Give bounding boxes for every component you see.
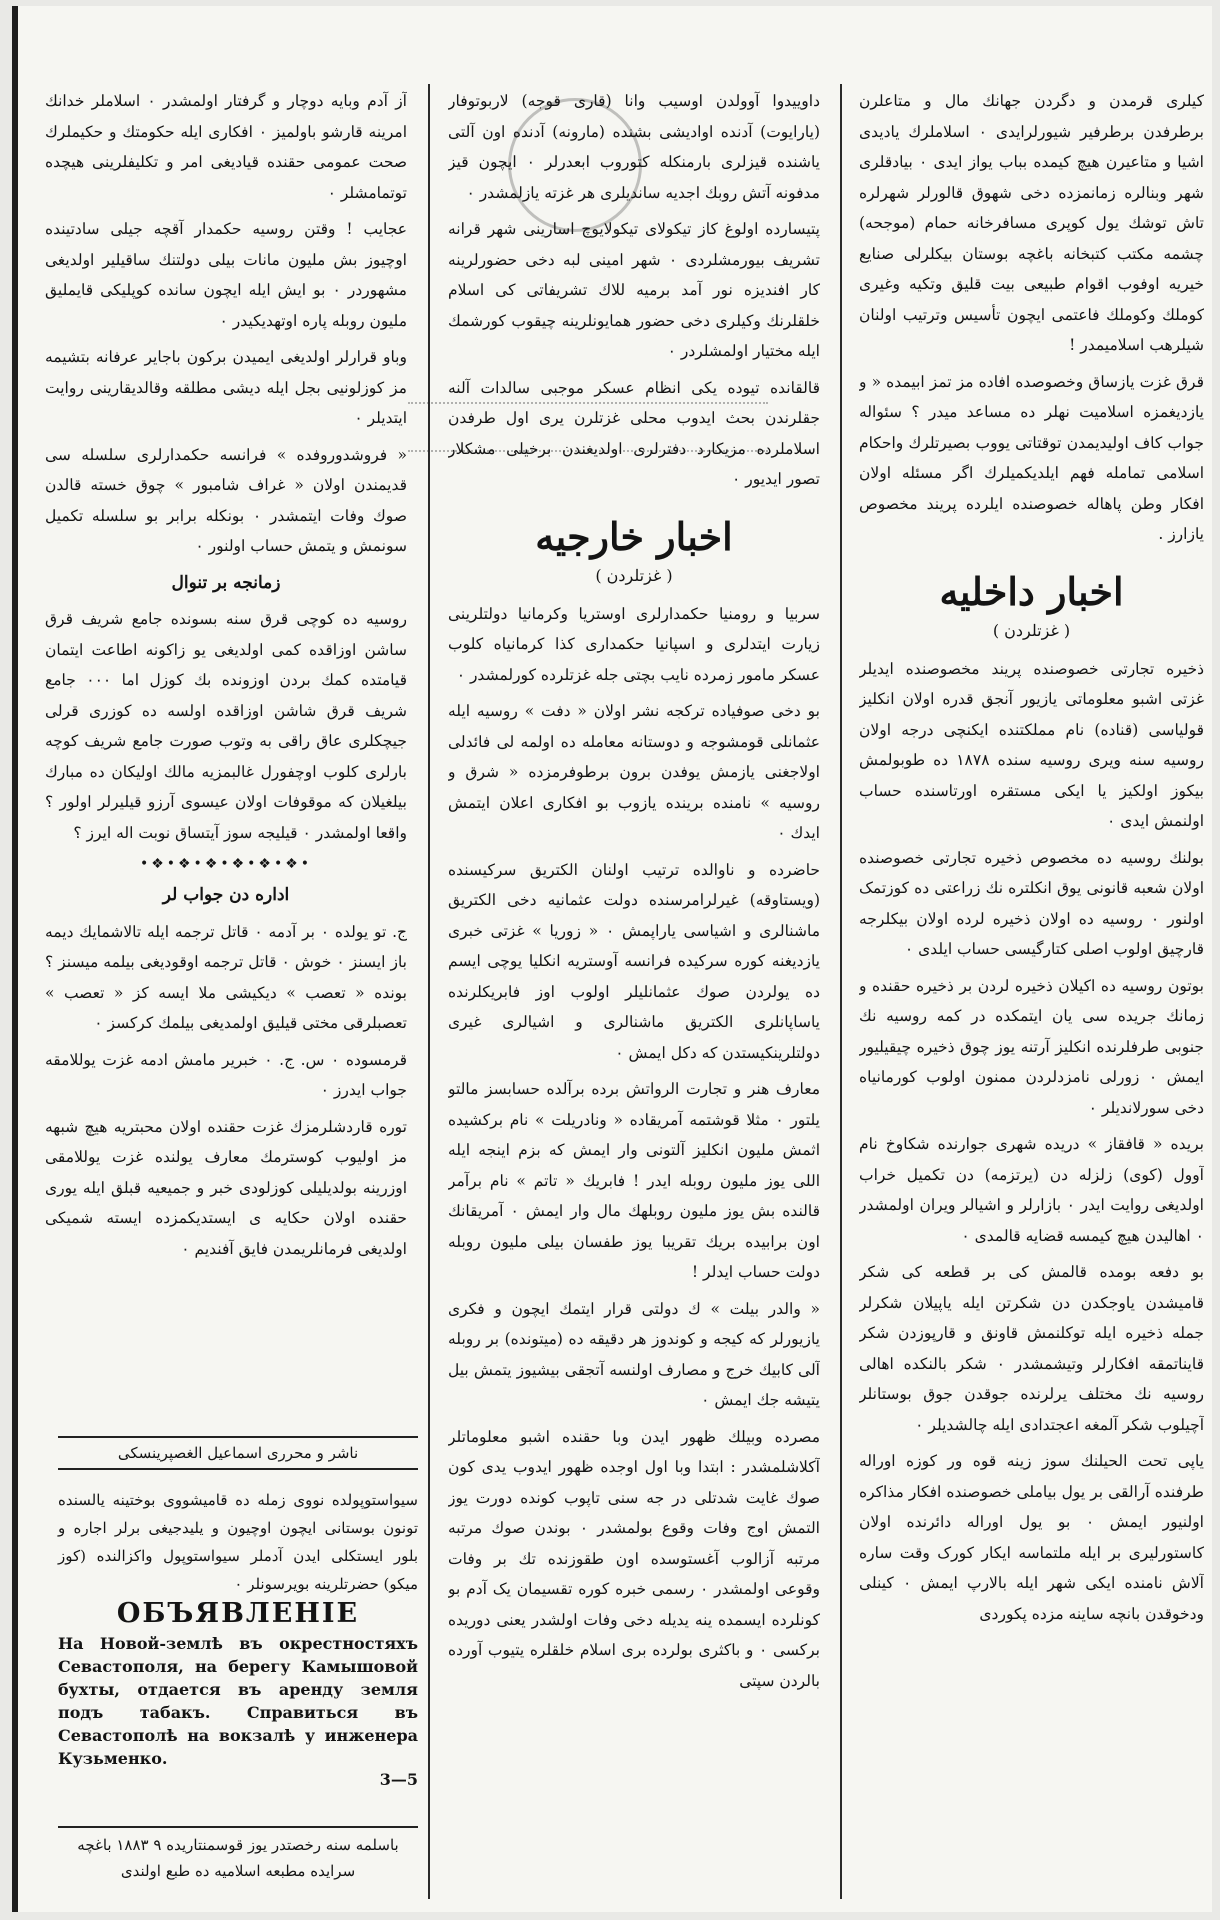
news-item: بو دفعه بومده قالمش کی بر قطعه کی شکر قامیشدن یاوجکدن دن شکرتن ایله یاپیلان شکرلر جمله ذخیره ایله توکلنمش قاونق و قارپوزدن شکر قایناتمقه افکارلر وتیشمشدر ۰ شکر بالنکده اهالی روسیه نك مختلف یرلرنده جوقدن جوق بوستانلر آچیلوب شکر آلمغه اعجتدادی ایله چالشدیلر ۰ xyxy=(859,1263,1204,1434)
domestic-news-source: ( غزتلردن ) xyxy=(992,620,1071,640)
reply-item: ج. تو یولده ۰ بر آدمه ۰ قاتل ترجمه ایله تالاشمایك دیمه باز ایسنز ۰ خوش ۰ قاتل ترجمه اوقودیغی بیلمه میسنز ؟ بونده « تعصب » دیکیشی ملا ایسه کز « تعصب » تعصبلرقی مختی قیلیق اولمدیغی بیلمك کرکسز ۰ xyxy=(45,922,407,1032)
paragraph: قالقانده تیوده یکی انظام عسکر موجبی سالدات آلنه جقلرندن بحث ایدوب محلی غزتلرن یری اول طرفدن اسلاملرده مزیکارد دفترلری اولدیغندن برخیلی مشکلار تصور ایدیور ۰ xyxy=(448,378,820,488)
news-item: بوتون روسیه ده اکیلان ذخیره لردن بر ذخیره حقنده و زمانك جریده سی یان ایتمکده در کمه روسیه نك جنوبی طرفلرنده انکلیز آرتنه یوز چوق ذخیره چیقیلیور ایمش ۰ زورلی نامزدلردن ممنون اولوب کورمانیاه دخی سورلاندیلر ۰ xyxy=(859,976,1204,1117)
news-item: ذخیره تجارتی خصوصنده پریند مخصوصنده ایدیلر غزتی اشبو معلوماتی یازیور آنجق قدره اولان انکلیز قولیاسی (قناده) نام مملکتنده ایکنچی درجه اولان روسیه سنه ویری روسیه سنده ۱۸۷۸ ده طوبولمش بیکوز اولکیز یا ایکی مستقره اورتاسنده حساب اولنمش ایدی ۰ xyxy=(859,659,1204,830)
right-column xyxy=(859,86,1204,1896)
left-column xyxy=(45,86,407,1481)
news-item: « والدر بیلت » ك دولتی قرار ایتمك ایچون و فکری یازیورلر که کیجه و کوندوز هر دقیقه ده (میتونده) بر روبله آلی کابیك خرج و مصارف اولنسه آتجقی بیشیوز یتمش بیل یتیشه جك ایمش ۰ xyxy=(448,1299,820,1409)
column-divider-right xyxy=(840,84,842,1899)
imprint-line: باسلمه سنه رخصتدر یوز قوسمنتاریده ۹ ۱۸۸۳ باغچه سرایده مطبعه اسلامیه ده طبع اولندی xyxy=(58,1826,418,1884)
column-divider-left xyxy=(428,84,430,1899)
section-subheading: زمانجه بر تنوال xyxy=(171,572,281,593)
paragraph: پتیسارده اولوغ کاز تیکولای تیکولایوچ اسارینی شهر قرانه تشریف بیورمشلردی ۰ شهر امینی لبه دخی حضورلرینه کار افندیزه نور آمد برمیه للاك تشریفاتی کی اسلام خلقلرنك وکیلری دخی حضور همایونلرینه چیقوب کورشمك ایله مختیار اولمشلردر ۰ xyxy=(448,220,820,360)
foreign-news-heading: اخبار خارجیه xyxy=(535,513,733,559)
advertisement-number: 3—5 xyxy=(379,1770,418,1789)
foreign-news-source: ( غزتلردن ) xyxy=(595,565,673,585)
news-item: یاپی تحت الحیلنك سوز زینه قوه ور کوزه اوراله طرفنده آرالقی بر یول بیاملی خصوصنده افکار مذاکره اولنیور ایمش ۰ بو یول اوراله دائرنده اولان کاستورلیری بر ایله ملتماسه ایکار کورک وقت ساره آلاش نامنده ایکی شهر ایله بالارپ ایمش ۰ کینلی ودخوقدن بانچه ساینه مزده پکوردی xyxy=(859,1452,1204,1623)
newspaper-page xyxy=(12,6,1212,1912)
news-item: حاضرده و ناوالده ترتیب اولنان الکتریق سرکیسنده (ویستاوقه) غیرلرامرسنده دولت عثمانیه دخی الکتریق ماشنالری و اشیاسی یاراپمش ۰ « زوریا » غزتی خبری یازدیغنه کوره سرکیده فرانسه آوستریه انکلیا یوچی ایسم ده یولردن صوك عثمانلیلر اولوب اوز فابریکلرنده یاساپانلری الکتریق ماشنالری و اشیالری غیری دولتلرینکیستدن که دکل ایمش ۰ xyxy=(448,860,820,1062)
news-item: معارف هنر و تجارت الرواتش برده برآلده حسابسز مالتو یلتور ۰ مثلا قوشتمه آمریقاده « ونادریلت » نام برکشیده اثمش ملیون انکلیز آلتونی وار ایمش که بزم اینجه ایله اللی یوز ملیون روبله ایدر ! فابریك « تاتم » نام برآمر قالنده بش یوز ملیون روبلهك مال وار ایمش ۰ آمریقانك اون برابیده بریك تقریبا یوز طفسان بیلی ملیون روبله دولت حساب ایدلر ! xyxy=(448,1080,820,1281)
domestic-news-heading: اخبار داخلیه xyxy=(939,568,1124,614)
paragraph: کیلری قرمدن و دگردن جهانك مال و متاعلرن برطرفدن برطرفیر شیورلرایدی ۰ اسلاملرك یادیدی اشیا و متاعیرن هیچ کیمده بباب یواز ایدی ۰ بیادقلری شهر وبنالره زمانمزده دخی شهوق قالورلر شهرلره تاش توشك یول کوپری مسافرخانه حمام (موجحه) چشمه مکتب کتبخانه باغچه بوستان بیکلرلی صنایع خیریه اوفوب اقوام طبیعی بیت قلیق وتکیه وغیری کوملك وکوملك فاعتمی ایچون تأسیس وترتیب اولنان شیلرهب اسلامیمدر ! xyxy=(859,92,1204,354)
tatar-advertisement: سیواستوپولده نووی زمله ده قامیشووی بوختینه یالسنده تونون بوستانی ایچون اوچیون و یلیدجیغی برلر اجاره و بلور ایستکلی ایدن آدملر سیواستوپول واکزالنده (کوز میکو) حضرتلرینه بویرسونلر ۰ xyxy=(58,1491,418,1593)
paragraph: روسیه ده کوچی قرق سنه بسونده جامع شریف قرق ساشن اوزاقده کمی اولدیغی یو زاکونه اطاعت ایتمان قیامتده کمك بردن اوزونده بك کوزل اما ۰۰۰ جامع شریف قرق شاشن اوزاقده اولسه ده کوزری قرلی جیچکلری عاق راقی به وتوب صورت جامع شریف کوچه بارلری کلوب اوچفورل غالبمزیه مالك اولیکان ده مبارك بیلغیلان که موقوفات اولان عیسوی آرزو قیلیرلر اولور ؟ واقعا اولمشدر ۰ قیلیجه سوز آیتساق نوبت اله ایرز ؟ xyxy=(45,610,407,842)
russian-advertisement xyxy=(58,1596,418,1789)
paragraph: عجایب ! وقتن روسیه حکمدار آقچه جیلی سادتینده اوچیوز بش ملیون مانات بیلی دولتنك ساقیلیر اولدیغی مشهوردر ۰ بو ایش ایله ایچون سانده کوپلیکی قایملیق ملیون روبله پاره اوتهدیکیدر ۰ xyxy=(45,220,407,330)
ornamental-divider: •❖•❖•❖•❖•❖•❖• xyxy=(139,856,313,872)
paragraph: وباو قرارلر اولدیغی ایمیدن برکون باجایر عرفانه بتشیمه مز کوزلونیی بجل ایله دیشی مطلقه وقالدیقارینی روایت ایتدیلر ۰ xyxy=(45,348,407,427)
reply-item: توره قاردشلرمزك غزت حقنده اولان محبتریه هیچ شبهه مز اولیوب کوسترمك معارف یولنده غزت یوللامقی اوزرینه بولدیلیلی کوزلودی خبر و جمیعیه قبلق ایله یوری حقنده اولان حکایه ی ایستدیکمزده ایسته شمیکی اولدیغی فرمانلریمدن فایق آفندیم ۰ xyxy=(45,1117,407,1258)
news-item: بو دخی صوفیاده ترکجه نشر اولان « دفت » روسیه ایله عثمانلی قومشوجه و دوستانه معامله ده اولمه لی فائدلی اولاجغنی یازمش یوفدن برون برطوفرمزده « شرق و روسیه » نامنده برینده یازوب بو افکاری اعلان ایتمش ایدك ۰ xyxy=(448,702,820,842)
paragraph: داوییدوا آوولدن اوسیب وانا (قاری قوجه) لاربوتوفار (یارایوت) آدنده اوادیشی بشنده (مارونه) آدنده اون آلتی یاشنده قیزلری بارمنکله کتوروب ابعدرلر ۰ ایچون قیز مدفونه آتش روبك اجدیه ساندیلری هر غزته یازلمشدر ۰ xyxy=(448,92,820,202)
paragraph: « فروشدوروفده » فرانسه حکمدارلری سلسله سی قدیمندن اولان « غراف شامبور » چوق خسته قالدن صوك وفات ایتمشدر ۰ بونکله برابر بو سلسله تکمیل سونمش و یتمش حساب اولنور ۰ xyxy=(45,445,407,555)
news-item: سربیا و رومنیا حکمدارلری اوستریا وکرمانیا دولتلرینی زیارت ایتدلری و اسپانیا حکمداری کذا کرمانیاه کلوب عسکر مامور زمرده نایب بچتی جله غزتلرده کورلمشدر ۰ xyxy=(448,604,820,684)
middle-column xyxy=(448,86,820,1896)
news-item: مصرده وبیلك ظهور ایدن وبا حقنده اشبو معلوماتلر آکلاشلمشدر : ابتدا وبا اول اوجده ظهور ایدوب یدی کون صوك غایت شدتلی در جه سنی تاپوب کونده دورت یوز التمش اوج وفات وقوع بولمشدر ۰ بوندن صوك مرتبه مرتبه آزالوب آغستوسده اون طقوزنده تك بر وفات وقوعی اولمشدر ۰ رسمی خبره کوره تقسیمان یک آدم بو کونلرده ایسمده ینه یدیله دخی وفات اولشدر یعنی دوریده برکسی ۰ و باکثری بولرده بری اسلام خلقلره یتیوب آورده بالردن سپتی xyxy=(448,1427,820,1690)
news-item: بولنك روسیه ده مخصوص ذخیره تجارتی خصوصنده اولان شعبه قانونی یوق انکلتره نك زراعتی ده کوزتمک اولنور ۰ روسیه ده اولان ذخیره لرده اولان بیکلرجه قارچیق اولوب اصلی کتارگیسی حساب ایلدی ۰ xyxy=(859,848,1204,958)
paragraph: قرق غزت یازساق وخصوصده افاده مز تمز ابیمده « و یازدیغمزه اسلامیت نهلر ده مساعد میدر ؟ سئواله جواب کاف اولیدیمدن توقتاتی یووب بصیرتلرك واحکام اسلامی تمامله فهم ایلدیکمیلرك اگر مسئله اولان افکار وطن پاهاله خصوصنده ایلرده پریند مخصوص یازارز . xyxy=(859,372,1204,543)
paragraph: آز آدم وبایه دوچار و گرفتار اولمشدر ۰ اسلاملر خدانك امرینه قارشو باولمیز ۰ افکاری ایله حکومتك و حکیملرك صحت عمومی حقنده قیادیغی امر و تکلیفلرینی هیچده توتمامشلر ۰ xyxy=(45,92,407,202)
publisher-line: ناشر و محرری اسماعیل الغصپرینسکی xyxy=(58,1436,418,1470)
advertisement-title: ОБЪЯВЛЕНIЕ xyxy=(116,1598,360,1629)
advertisement-body: На Новой-землѣ въ окрестностяхъ Севастополя, на берегу Камышовой бухты, отдается въ аренду земля подъ табакъ. Справиться въ Севастополѣ на вокзалѣ у инженера Кузьменко. xyxy=(58,1634,418,1768)
editorial-replies-heading: اداره دن جواب لر xyxy=(162,885,290,905)
reply-item: قرمسوده ۰ س. ج. ۰ خبریر مامش ادمه غزت یوللامقه جواب ایدرز ۰ xyxy=(45,1050,407,1099)
news-item: بریده « قافقاز » دریده شهری جوارنده شکاوخ نام آوول (کوی) زلزله دن (یرتزمه) دن تکمیل خراب اولدیغی روایت ایدر ۰ بازارلر و اشیالر ویران اولمشدر ۰ اهالیدن هیچ کیمسه قضایه قالمدی ۰ xyxy=(859,1135,1204,1245)
